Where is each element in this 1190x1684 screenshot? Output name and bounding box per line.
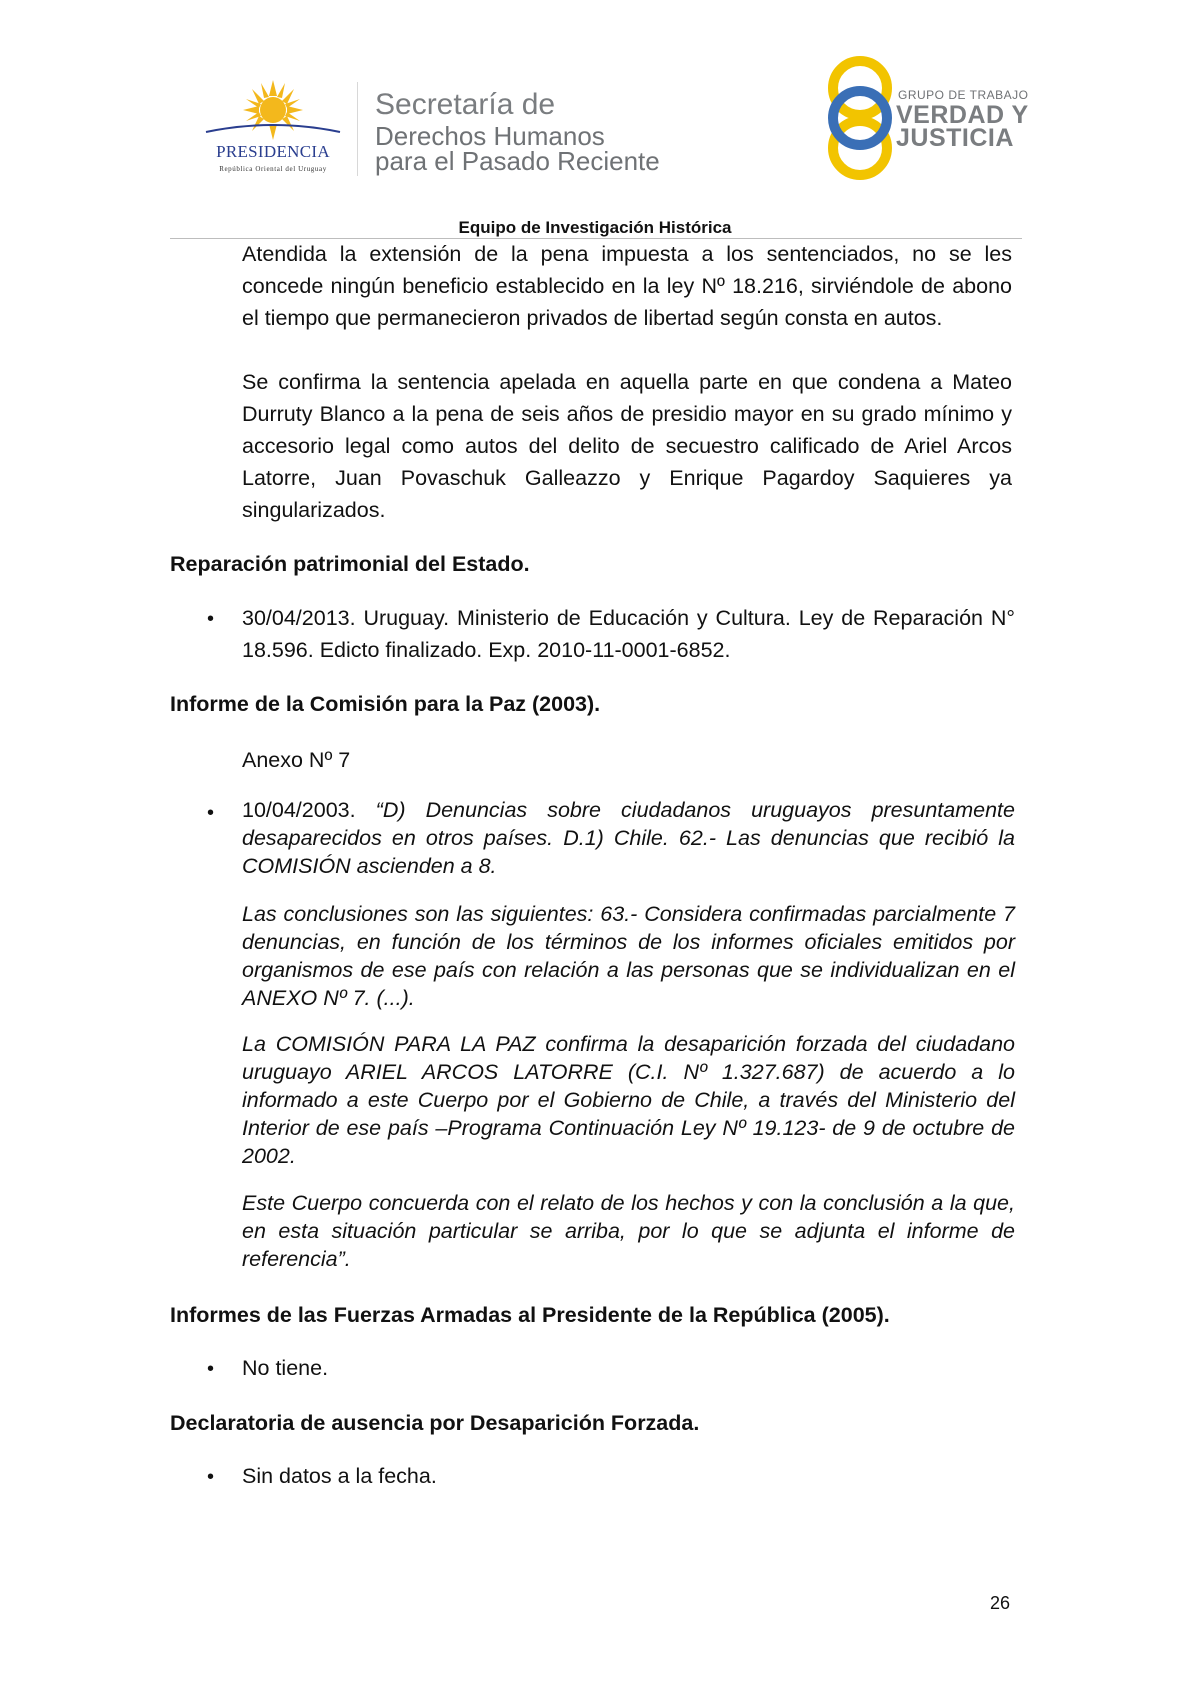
- secretaria-line-1: Secretaría de: [375, 88, 556, 121]
- bullet-marker: •: [207, 1358, 215, 1380]
- paragraph-extension-pena: Atendida la extensión de la pena impuesta a los sentenciados, no se les concede ningún beneficio establecido en la ley Nº 18.216, sirviéndole de abono el tiempo que permanecieron privados de libertad según consta en autos.: [242, 242, 1012, 330]
- denuncias-quote: “D) Denuncias sobre ciudadanos uruguayos presuntamente desaparecidos en otros países. D.1) Chile. 62.- Las denuncias que recibió la COMISIÓN ascienden a 8.: [242, 798, 1015, 878]
- heading-comision-paz: Informe de la Comisión para la Paz (2003).: [170, 692, 601, 716]
- bullet-marker: •: [207, 1466, 215, 1488]
- list-item-no-tiene: No tiene.: [242, 1356, 329, 1380]
- list-item-reparacion: 30/04/2013. Uruguay. Ministerio de Educación y Cultura. Ley de Reparación N° 18.596. Edicto finalizado. Exp. 2010-11-0001-6852.: [242, 606, 1015, 662]
- bullet-marker: •: [207, 608, 215, 630]
- logo-divider: [357, 82, 358, 176]
- anexo-label: Anexo Nº 7: [242, 748, 351, 772]
- verdad-justicia-rings-logo: [820, 55, 900, 181]
- page-number: 26: [990, 1593, 1011, 1613]
- list-item-sin-datos: Sin datos a la fecha.: [242, 1464, 437, 1488]
- secretaria-line-3: para el Pasado Reciente: [375, 146, 660, 176]
- paragraph-confirma-sentencia: Se confirma la sentencia apelada en aquella parte en que condena a Mateo Durruty Blanco a la pena de seis años de presidio mayor en su grado mínimo y accesorio legal como autos del delito de secuestro calificado de Ariel Arcos Latorre, Juan Povaschuk Galleazzo y Enrique Pagardoy Saquieres ya singularizados.: [242, 370, 1012, 522]
- sun-icon: [198, 80, 348, 142]
- verdad-label: VERDAD Y: [896, 101, 1029, 129]
- unit-title: Equipo de Investigación Histórica: [458, 218, 732, 237]
- heading-declaratoria: Declaratoria de ausencia por Desaparición Forzada.: [170, 1411, 700, 1435]
- heading-fuerzas-armadas: Informes de las Fuerzas Armadas al Presidente de la República (2005).: [170, 1303, 890, 1327]
- secretaria-line-2: Derechos Humanos: [375, 121, 605, 151]
- list-item-denuncias: [242, 796, 1015, 880]
- page-header: [0, 0, 1190, 237]
- denuncias-date: 10/04/2003.: [242, 798, 356, 822]
- justicia-label: JUSTICIA: [896, 124, 1014, 152]
- presidencia-wordmark: PRESIDENCIA: [216, 142, 330, 161]
- presidencia-logo: [198, 80, 350, 180]
- quote-confirma-desaparicion: La COMISIÓN PARA LA PAZ confirma la desaparición forzada del ciudadano uruguayo ARIEL ARCOS LATORRE (C.I. Nº 1.327.687) de acuerdo a lo informado a este Cuerpo por el Gobierno de Chile, a través del Ministerio del Interior de ese país –Programa Continuación Ley Nº 19.123- de 9 de octubre de 2002.: [242, 1032, 1015, 1168]
- quote-concuerda: Este Cuerpo concuerda con el relato de los hechos y con la conclusión a la que, en esta situación particular se arriba, por lo que se adjunta el informe de referencia”.: [242, 1191, 1015, 1271]
- presidencia-subtitle: República Oriental del Uruguay: [219, 165, 327, 173]
- bullet-marker: •: [207, 802, 215, 824]
- quote-conclusiones: Las conclusiones son las siguientes: 63.- Considera confirmadas parcialmente 7 denuncias, en función de los términos de los informes oficiales emitidos por organismos de ese país con relación a las personas que se individualizan en el ANEXO Nº 7. (...).: [242, 902, 1015, 1010]
- heading-reparacion: Reparación patrimonial del Estado.: [170, 552, 530, 576]
- grupo-trabajo-label: GRUPO DE TRABAJO: [898, 88, 1029, 102]
